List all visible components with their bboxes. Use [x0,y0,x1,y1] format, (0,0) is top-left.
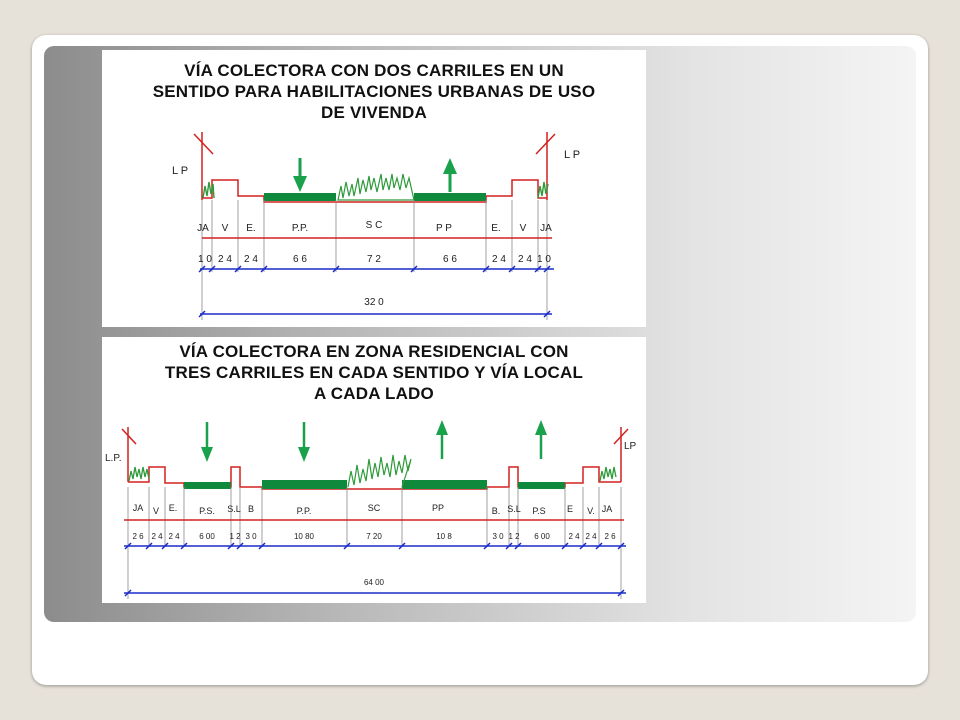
dimension-value: 10 8 [436,532,452,541]
zone-label: S C [365,220,383,231]
zone-label: B [247,504,255,514]
dimension-value: 1 2 [508,532,520,541]
total-width-value: 32 0 [364,297,384,308]
traffic-arrow-down-icon [298,422,310,462]
zone-label: P.S [532,506,546,516]
road-section-diagram-2 [102,337,646,603]
property-line-label-right: L P [564,149,581,161]
zone-label: JA [540,223,552,234]
main-road-left [262,480,347,489]
local-road-left [184,482,231,489]
zone-label: V. [587,506,595,516]
zone-label: P.P. [296,506,312,516]
grass-right-icon [600,467,616,481]
cross-section-drawing-1 [102,50,646,327]
zone-label: P P [436,223,452,234]
zone-label: E. [246,223,256,234]
dimension-value: 10 80 [293,532,315,541]
dimension-value: 2 4 [151,532,163,541]
grass-left-icon [129,467,149,481]
zone-label: E. [491,223,501,234]
dimension-value: 2 4 [168,532,180,541]
property-line-label-right: LP [624,441,637,452]
traffic-arrow-up-icon [443,158,457,192]
diagram-2-title-line: VÍA COLECTORA EN ZONA RESIDENCIAL CON [179,342,569,361]
median-grass-icon [338,174,414,200]
zone-label: E [566,504,574,514]
zone-label: V [519,223,527,234]
dimension-value: 6 6 [443,254,457,265]
zone-label: V [152,506,160,516]
traffic-arrow-up-icon [535,420,547,459]
dimension-value: 7 20 [366,532,382,541]
median-grass-icon [348,455,411,487]
dimension-value: 2 4 [585,532,597,541]
zone-label: V [221,223,229,234]
zone-label: JA [601,504,613,514]
diagram-1-title-line: DE VIVENDA [321,103,427,122]
zone-label: S.L [507,504,521,514]
road-lane-right [414,193,486,201]
dimension-value: 2 6 [132,532,144,541]
dimension-value: 1 0 [198,254,212,265]
local-road-right [518,482,565,489]
road-lane-left [264,193,336,201]
dimension-value: 3 0 [245,532,257,541]
cross-section-drawing-2 [102,337,646,603]
total-width-value: 64 00 [363,578,385,587]
diagram-2-title-line: A CADA LADO [314,384,434,403]
diagram-1-title-line: VÍA COLECTORA CON DOS CARRILES EN UN [184,61,564,80]
dimension-value: 2 4 [568,532,580,541]
zone-label: JA [197,223,209,234]
traffic-arrow-down-icon [293,158,307,192]
zone-label: JA [132,503,144,513]
traffic-arrow-down-icon [201,422,213,462]
dimension-value: 6 6 [293,254,307,265]
property-line-label-left: L P [172,165,189,177]
dimension-value: 7 2 [367,254,381,265]
zone-label: B. [491,506,501,516]
dimension-value: 1 2 [229,532,241,541]
dimension-value: 2 4 [244,254,258,265]
zone-label: P.P. [291,223,309,234]
dimension-value: 2 4 [492,254,506,265]
dimension-value: 2 4 [218,254,232,265]
main-road-right [402,480,487,489]
dimension-value: 6 00 [199,532,215,541]
zone-label: PP [431,503,445,513]
dimension-value: 3 0 [492,532,504,541]
diagram-2-title-line: TRES CARRILES EN CADA SENTIDO Y VÍA LOCAL [164,363,584,382]
zone-label: E. [168,503,178,513]
traffic-arrow-up-icon [436,420,448,459]
dimension-value: 2 6 [604,532,616,541]
property-line-label-left: L.P. [105,453,122,464]
zone-label: SC [367,503,381,513]
diagram-1-title-line: SENTIDO PARA HABILITACIONES URBANAS DE USO [152,82,596,101]
road-section-diagram-1 [102,50,646,327]
dimension-value: 2 4 [518,254,532,265]
dimension-value: 6 00 [534,532,550,541]
zone-label: P.S. [199,506,215,516]
zone-label: S.L [227,504,241,514]
dimension-value: 1 0 [537,254,551,265]
